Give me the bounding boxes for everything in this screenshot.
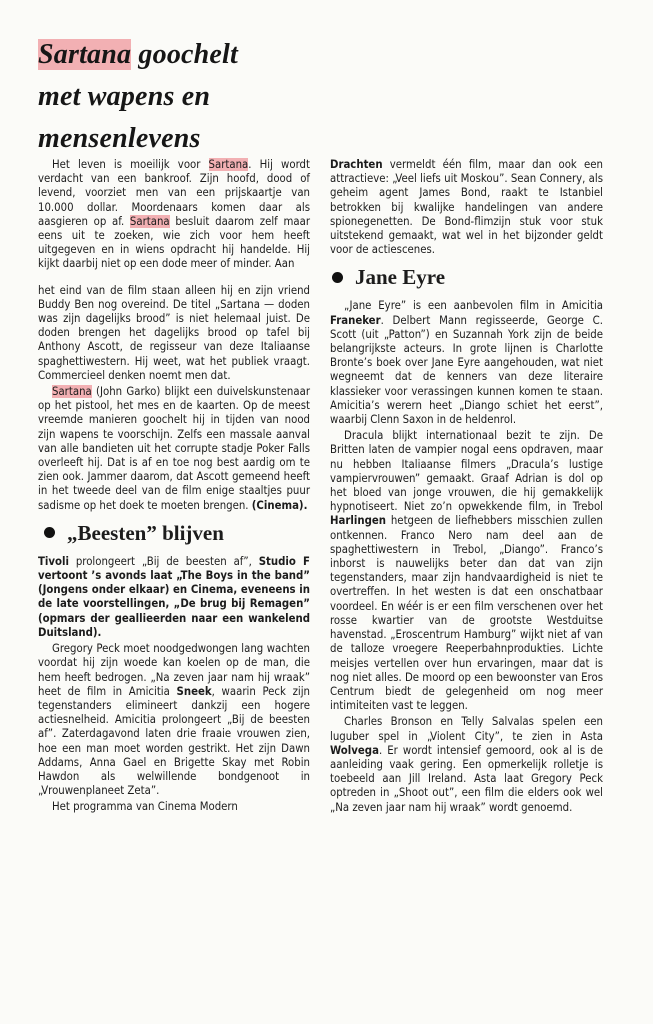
bullet-icon <box>44 527 55 538</box>
paragraph-3 <box>38 385 310 513</box>
tivoli-bold-2: Studio F vertoont ’s avonds laat „The Boys in the band” (Jongens onder elkaar) en Cinema, eveneens in de late voorstellingen, „De brug bij Remagen” (opmars der geallieerden naar een wankelend Duitsland). <box>38 554 310 639</box>
tivoli-text: prolongeert „Bij de beesten af”, <box>68 554 259 568</box>
paragraph-peck <box>38 642 310 798</box>
tivoli-bold: Tivoli <box>38 554 69 568</box>
bullet-icon <box>332 272 343 283</box>
paragraph-jane <box>330 299 603 427</box>
peck-text-2: , waarin Peck zijn tegenstanders elimineert dankzij een hogere actiesnelheid. Amicitia prolongeert „Bij de beesten af”. Zaterdagavond laten drie fraaie vrouwen zien, hoe een man moet worden gestrikt. Het zijn Dawn Addams, Anna Gael en Brigette Skay met Robin Hawdon als welwillende bondgenoot in „Vrouwenplaneet Zeta”. <box>38 684 310 798</box>
paragraph-last: Het programma van Cinema Modern <box>52 800 238 814</box>
peck-text: Gregory Peck moet noodgedwongen lang wachten voordat hij zijn woede kan koelen op de man, die hem heeft bedrogen. „Na zeven jaar nam hij wraak” heet de film in Amicitia <box>38 642 310 698</box>
peck-sneek: Sneek <box>176 684 212 698</box>
para3-cinema: (Cinema). <box>251 498 308 512</box>
bronson-text: Charles Bronson en Telly Salvalas spelen een luguber spel in „Violent City”, te zien in Asta <box>330 715 603 743</box>
bronson-text-2: . Er wordt intensief gemoord, ook al is de aanleiding vaak gering. Een opmerkelijk rolletje is toebeeld aan Jill Ireland. Asta laat Gregory Peck optreden in „Shoot out”, een film die elders ook wel „Na zeven jaar nam hij wraak” wordt genoemd. <box>330 743 603 814</box>
headline <box>38 34 318 160</box>
paragraph-2: het eind van de film staan alleen hij en zijn vriend Buddy Ben nog overeind. De titel „Sartana — doden was zijn dagelijks brood” is niet helemaal juist. De doden brengen het dagelijks brood op tafel bij Anthony Ascott, de regisseur van deze Italiaanse spaghettiwestern. Hij weet, wat het publiek vraagt. Commercieel denken noemt men dat. <box>38 283 310 382</box>
headline-line2: met wapens en <box>38 81 211 112</box>
jane-text-2: . Delbert Mann regisseerde, George C. Scott (uit „Patton”) en Suzannah York zijn de beide belangrijkste acteurs. In grote lijnen is Charlotte Bronte’s boek over Jane Eyre aangehouden, wat niet wegneemt dat de kenners van deze literaire klassieker voor verassingen kunnen komen te staan. Amicitia’s werern heet „Diango schiet het eerst”, waarbij Clenn Saxon in de heldenrol. <box>330 313 603 427</box>
intro-paragraph <box>38 158 310 272</box>
paragraph-dracula <box>330 429 603 713</box>
dracula-text-2: hetgeen de liefhebbers misschien zullen ontkennen. Franco Nero nam deel aan de spaghettiwestern in Trebol, „Diango”. Franco’s inborst is nauwelijks beter dan dat van zijn tegenstanders, maar zijn handvaardigheid is niet te overtreffen. In het westen is dat een onschatbaar voordeel. En wéér is er een film verschenen over het rosse kwartier van de grootste Westduitse havenstad. „Eroscentrum Hamburg” wijkt niet af van de talloze vroegere Reeperbahnprodukties. Lichte meisjes vertellen over hun ervaringen, maar dat is nog niet alles. De moord op een bewoonster van Eros Centrum biedt de gelegenheid om nog meer intimiteiten vast te leggen. <box>330 514 603 713</box>
dracula-text: Dracula blijkt internationaal bezit te zijn. De Britten laten de vampier nogal eens opdraven, maar nu hebben Italiaanse filmers „Dracula’s lustige vampiervrouwen” gemaakt. Graaf Adrian is dol op het bloed van jonge vrouwen, die hij gemakkelijk hypnotiseert. Niet zo’n opwekkende film, in Trebol <box>330 429 603 514</box>
right-column <box>330 158 603 817</box>
intro-text-a: Het leven is moeilijk voor <box>52 158 209 171</box>
para3-text: (John Garko) blijkt een duivelskunstenaar op het pistool, het mes en de kaarten. Op de meest vreemde manieren goochelt hij in tijden van nood zijn wapens te voorschijn. Zelfs een massale aanval van alle bandieten uit het corrupte stadje Poker Falls overleeft hij. Dat is af en toe nog best aardig om te zien ook. Jammer daarom, dat Ascott gemeend heeft in het tweede deel van de film enige staaltjes puur sadisme op het doek te moeten brengen. <box>38 385 310 512</box>
intro-text-b: . Hij wordt verdacht van een bankroof. Zijn hoofd, dood of levend, voorziet men van een prijskaartje van 10.000 dollar. Moordenaars komen daar als aasgieren op af. <box>38 158 310 228</box>
drachten-bold: Drachten <box>330 158 383 171</box>
drachten-text: vermeldt één film, maar dan ook een attractieve: „Veel liefs uit Moskou”. Sean Connery, als geheim agent James Bond, raakt te Istanbiel betrokken bij kwalijke handelingen van andere spionegenetten. De Bond-flimzijn stuk voor stuk uitstekend gemaakt, wat wel in het bijzonder geldt voor de actiescenes. <box>330 158 603 257</box>
paragraph-drachten <box>330 158 603 257</box>
paragraph-bronson <box>330 715 603 814</box>
para3-highlight: Sartana <box>52 385 92 399</box>
headline-line1: goochelt <box>131 39 239 70</box>
headline-highlight: Sartana <box>38 39 132 70</box>
subheading-beesten <box>38 519 310 547</box>
headline-line3: mensenlevens <box>38 123 201 154</box>
jane-franeker: Franeker <box>330 313 381 327</box>
intro-highlight-2: Sartana <box>129 214 170 228</box>
jane-text: „Jane Eyre” is een aanbevolen film in Amicitia <box>344 299 603 313</box>
dracula-harlingen: Harlingen <box>330 514 386 528</box>
bronson-wolvega: Wolvega <box>330 743 379 757</box>
left-column <box>38 158 310 817</box>
subheading-beesten-text: „Beesten” blijven <box>67 520 224 545</box>
subheading-jane-eyre-text: Jane Eyre <box>355 265 446 290</box>
subheading-jane-eyre <box>330 263 603 291</box>
paragraph-tivoli <box>38 555 310 640</box>
intro-highlight-1: Sartana <box>208 158 249 171</box>
intro-text-c: besluit daarom zelf maar eens uit te zoeken, wie zich voor hem heeft uitgegeven en in wiens opdracht hij handelde. Hij kijkt daarbij niet op een dode meer of minder. Aan <box>38 214 310 271</box>
